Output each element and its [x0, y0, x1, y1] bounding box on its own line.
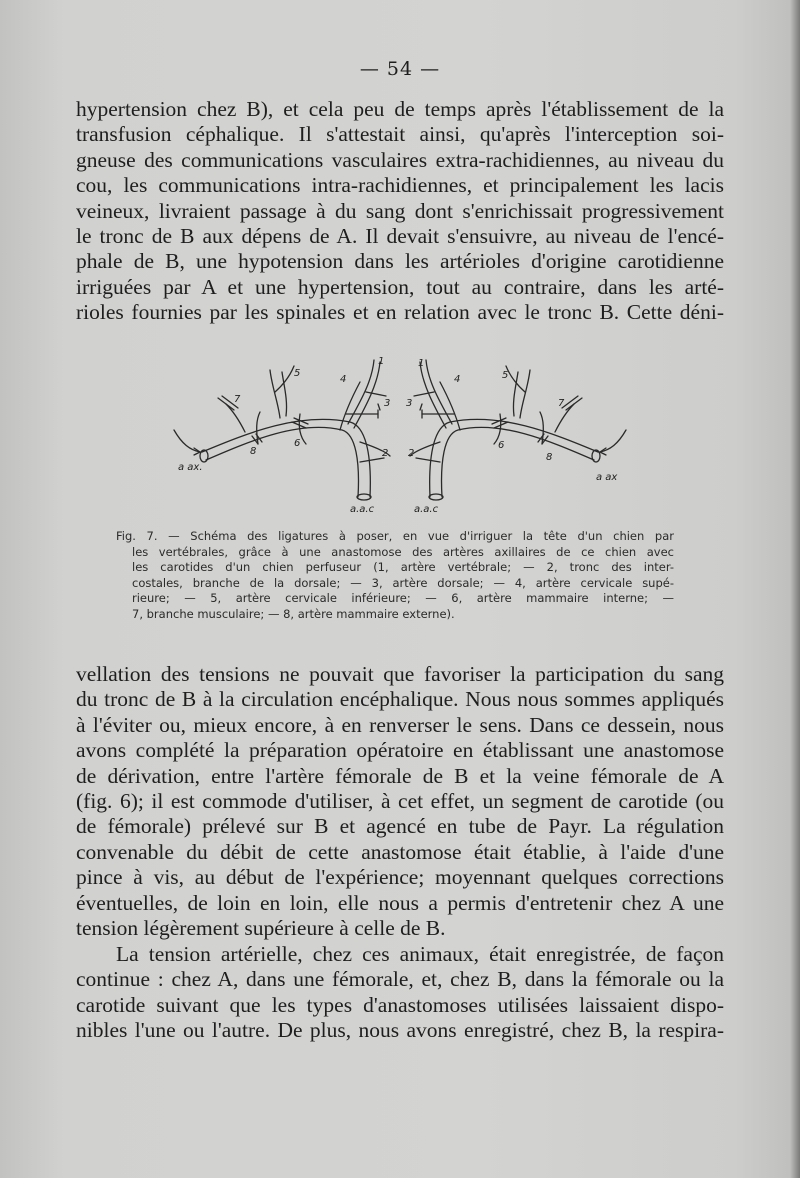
paragraph-2: [76, 662, 724, 941]
text-line: gneuse des communications vasculaires extra-rachidiennes, au niveau du: [76, 147, 724, 172]
label-8-right: 8: [546, 452, 553, 463]
label-4-left: 4: [340, 374, 347, 385]
caption-line: les vertébrales, grâce à une anastomose des artères axillaires de ce chien avec: [132, 544, 674, 559]
text-line: de dérivation, entre l'artère fémorale de B et la veine fémorale de A: [76, 763, 724, 788]
right-vessel-tree: [410, 360, 626, 500]
label-3-left: 3: [384, 398, 391, 409]
text-line: carotide suivant que les types d'anastomoses utilisées laissaient dispo-: [76, 992, 724, 1017]
label-5-right: 5: [502, 370, 509, 381]
label-4-right: 4: [454, 374, 461, 385]
text-line: tension légèrement supérieure à celle de B.: [76, 916, 446, 941]
text-line: La tension artérielle, chez ces animaux, était enregistrée, de façon: [116, 942, 724, 966]
label-asc-right: a.a.c: [414, 504, 439, 515]
label-a-ax-left: a ax.: [178, 462, 203, 473]
label-1-right: 1: [418, 358, 425, 369]
text-line: irriguées par A et une hypertension, tout au contraire, dans les arté-: [76, 274, 724, 299]
label-7-left: 7: [234, 394, 241, 405]
caption-line: 7, branche musculaire; — 8, artère mammaire externe).: [132, 606, 455, 621]
page-number: — 54 —: [359, 58, 441, 80]
text-line: le tronc de B aux dépens de A. Il devait s'ensuivre, au niveau de l'encé-: [76, 224, 724, 249]
text-line: rioles fournies par les spinales et en relation avec le tronc B. Cette déni-: [76, 300, 724, 325]
text-line: continue : chez A, dans une fémorale, et, chez B, dans la fémorale ou la: [76, 967, 724, 992]
text-line: nibles l'une ou l'autre. De plus, nous avons enregistré, chez B, la respira-: [76, 1018, 724, 1043]
text-line: de fémorale) prélevé sur B et agencé en tube de Payr. La régulation: [76, 814, 724, 839]
label-5-left: 5: [294, 368, 301, 379]
page-edge-shadow: [790, 0, 800, 1178]
text-line: éventuelles, de loin en loin, elle nous a permis d'entretenir chez A une: [76, 890, 724, 915]
label-a-ax-right: a ax: [596, 472, 618, 483]
paragraph-1: [76, 97, 724, 326]
text-line: (fig. 6); il est commode d'utiliser, à cet effet, un segment de carotide (ou: [76, 789, 724, 814]
label-7-right: 7: [558, 398, 565, 409]
label-8-left: 8: [250, 446, 257, 457]
label-1-left: 1: [378, 356, 385, 367]
caption-line: costales, branche de la dorsale; — 3, artère dorsale; — 4, artère cervicale supé-: [132, 575, 674, 590]
label-asc-left: a.a.c: [350, 504, 375, 515]
text-line: convenable du débit de cette anastomose était établie, à l'aide d'une: [76, 839, 724, 864]
paragraph-3: [76, 942, 724, 1044]
label-2-right: 2: [408, 448, 415, 459]
ligature-schema-svg: [160, 352, 640, 522]
figure-caption: [116, 529, 674, 622]
text-line: pince à vis, au début de l'expérience; moyennant quelques corrections: [76, 865, 724, 890]
label-6-right: 6: [498, 440, 505, 451]
caption-line: rieure; — 5, artère cervicale inférieure; — 6, artère mammaire interne; —: [132, 591, 674, 605]
text-line: phale de B, une hypotension dans les artérioles d'origine carotidienne: [76, 249, 724, 274]
text-line: du tronc de B à la circulation encéphalique. Nous nous sommes appliqués: [76, 687, 724, 712]
text-line: hypertension chez B), et cela peu de temps après l'établissement de la: [76, 97, 724, 121]
text-line: veineux, livraient passage à du sang dont s'enrichissait progressivement: [76, 198, 724, 223]
text-line: avons complété la préparation opératoire en établissant une anastomose: [76, 738, 724, 763]
figure-7-diagram: [160, 352, 640, 522]
label-2-left: 2: [382, 448, 389, 459]
label-3-right: 3: [406, 398, 413, 409]
text-line: à l'éviter ou, mieux encore, à en renverser le sens. Dans ce dessein, nous: [76, 712, 724, 737]
text-line: transfusion céphalique. Il s'attestait ainsi, qu'après l'interception soi-: [76, 122, 724, 147]
caption-line: les carotides d'un chien perfuseur (1, artère vertébrale; — 2, tronc des inter-: [132, 560, 674, 574]
text-line: cou, les communications intra-rachidiennes, et principalement les lacis: [76, 173, 724, 198]
label-6-left: 6: [294, 438, 301, 449]
text-line: vellation des tensions ne pouvait que favoriser la participation du sang: [76, 662, 724, 686]
caption-line: Fig. 7. — Schéma des ligatures à poser, en vue d'irriguer la tête d'un chien par: [116, 529, 674, 543]
left-vessel-tree: [174, 360, 390, 500]
